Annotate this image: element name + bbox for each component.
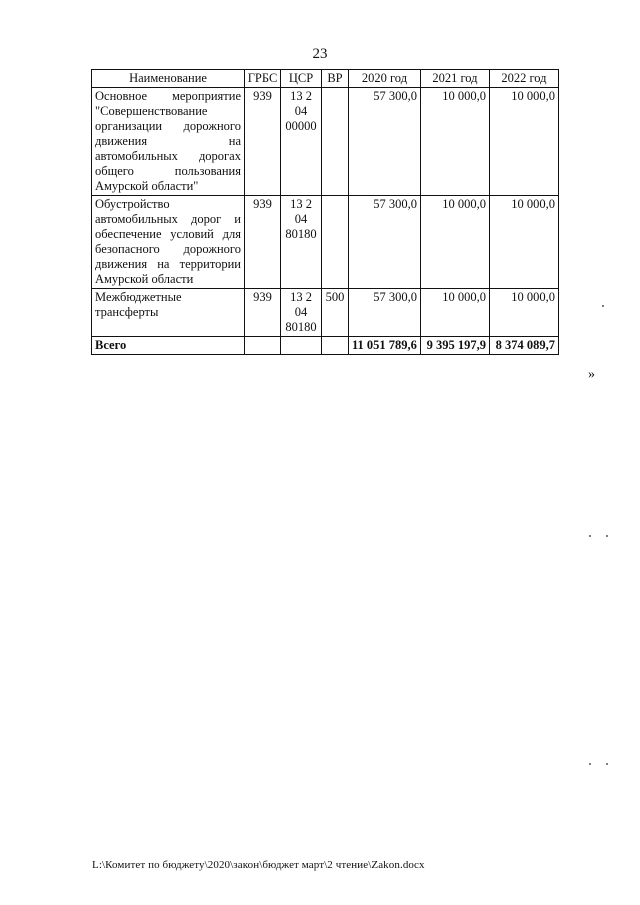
total-grbs (245, 337, 281, 355)
row-2020: 57 300,0 (349, 289, 421, 337)
row-name: Межбюджетные трансферты (92, 289, 245, 337)
row-csr (281, 289, 322, 337)
closing-quote: » (588, 367, 595, 382)
row-2022: 10 000,0 (489, 196, 558, 289)
row-name: Основное мероприятие "Совершенствование организации дорожного движения на автомобильных дорогах общего пользования Амурской области" (92, 88, 245, 196)
header-grbs: ГРБС (245, 70, 281, 88)
header-name: Наименование (92, 70, 245, 88)
total-row (92, 337, 559, 355)
row-grbs: 939 (245, 289, 281, 337)
row-2021: 10 000,0 (420, 196, 489, 289)
row-vr (322, 196, 349, 289)
row-vr (322, 88, 349, 196)
scan-speck (606, 535, 608, 537)
row-2020: 57 300,0 (349, 196, 421, 289)
csr-part: 80180 (285, 320, 317, 334)
total-2022: 8 374 089,7 (489, 337, 558, 355)
row-csr (281, 88, 322, 196)
csr-part: 13 2 (290, 89, 312, 103)
scan-speck (589, 535, 591, 537)
csr-part: 13 2 (290, 290, 312, 304)
csr-part: 04 (294, 305, 308, 319)
total-csr (281, 337, 322, 355)
header-vr: ВР (322, 70, 349, 88)
row-grbs: 939 (245, 88, 281, 196)
total-vr (322, 337, 349, 355)
row-csr (281, 196, 322, 289)
row-2021: 10 000,0 (420, 88, 489, 196)
csr-part: 04 (294, 104, 308, 118)
table-row (92, 196, 559, 289)
total-2020: 11 051 789,6 (349, 337, 421, 355)
total-label: Всего (92, 337, 245, 355)
row-2022: 10 000,0 (489, 88, 558, 196)
budget-table (91, 69, 559, 355)
row-grbs: 939 (245, 196, 281, 289)
header-2022: 2022 год (489, 70, 558, 88)
csr-part: 00000 (285, 119, 317, 133)
scan-speck (589, 763, 591, 765)
footer-file-path: L:\Комитет по бюджету\2020\закон\бюджет март\2 чтение\Zakon.docx (92, 859, 425, 871)
header-csr: ЦСР (281, 70, 322, 88)
total-2021: 9 395 197,9 (420, 337, 489, 355)
row-vr: 500 (322, 289, 349, 337)
row-2021: 10 000,0 (420, 289, 489, 337)
csr-part: 04 (294, 212, 308, 226)
table-row (92, 289, 559, 337)
scan-speck (602, 305, 604, 307)
row-2022: 10 000,0 (489, 289, 558, 337)
page-number: 23 (312, 46, 328, 62)
table-header-row (92, 70, 559, 88)
header-2020: 2020 год (349, 70, 421, 88)
table-row (92, 88, 559, 196)
row-name: Обустройство автомобильных дорог и обеспечение условий для безопасного дорожного движения на территории Амурской области (92, 196, 245, 289)
header-2021: 2021 год (420, 70, 489, 88)
csr-part: 13 2 (290, 197, 312, 211)
row-2020: 57 300,0 (349, 88, 421, 196)
csr-part: 80180 (285, 227, 317, 241)
scan-speck (606, 763, 608, 765)
